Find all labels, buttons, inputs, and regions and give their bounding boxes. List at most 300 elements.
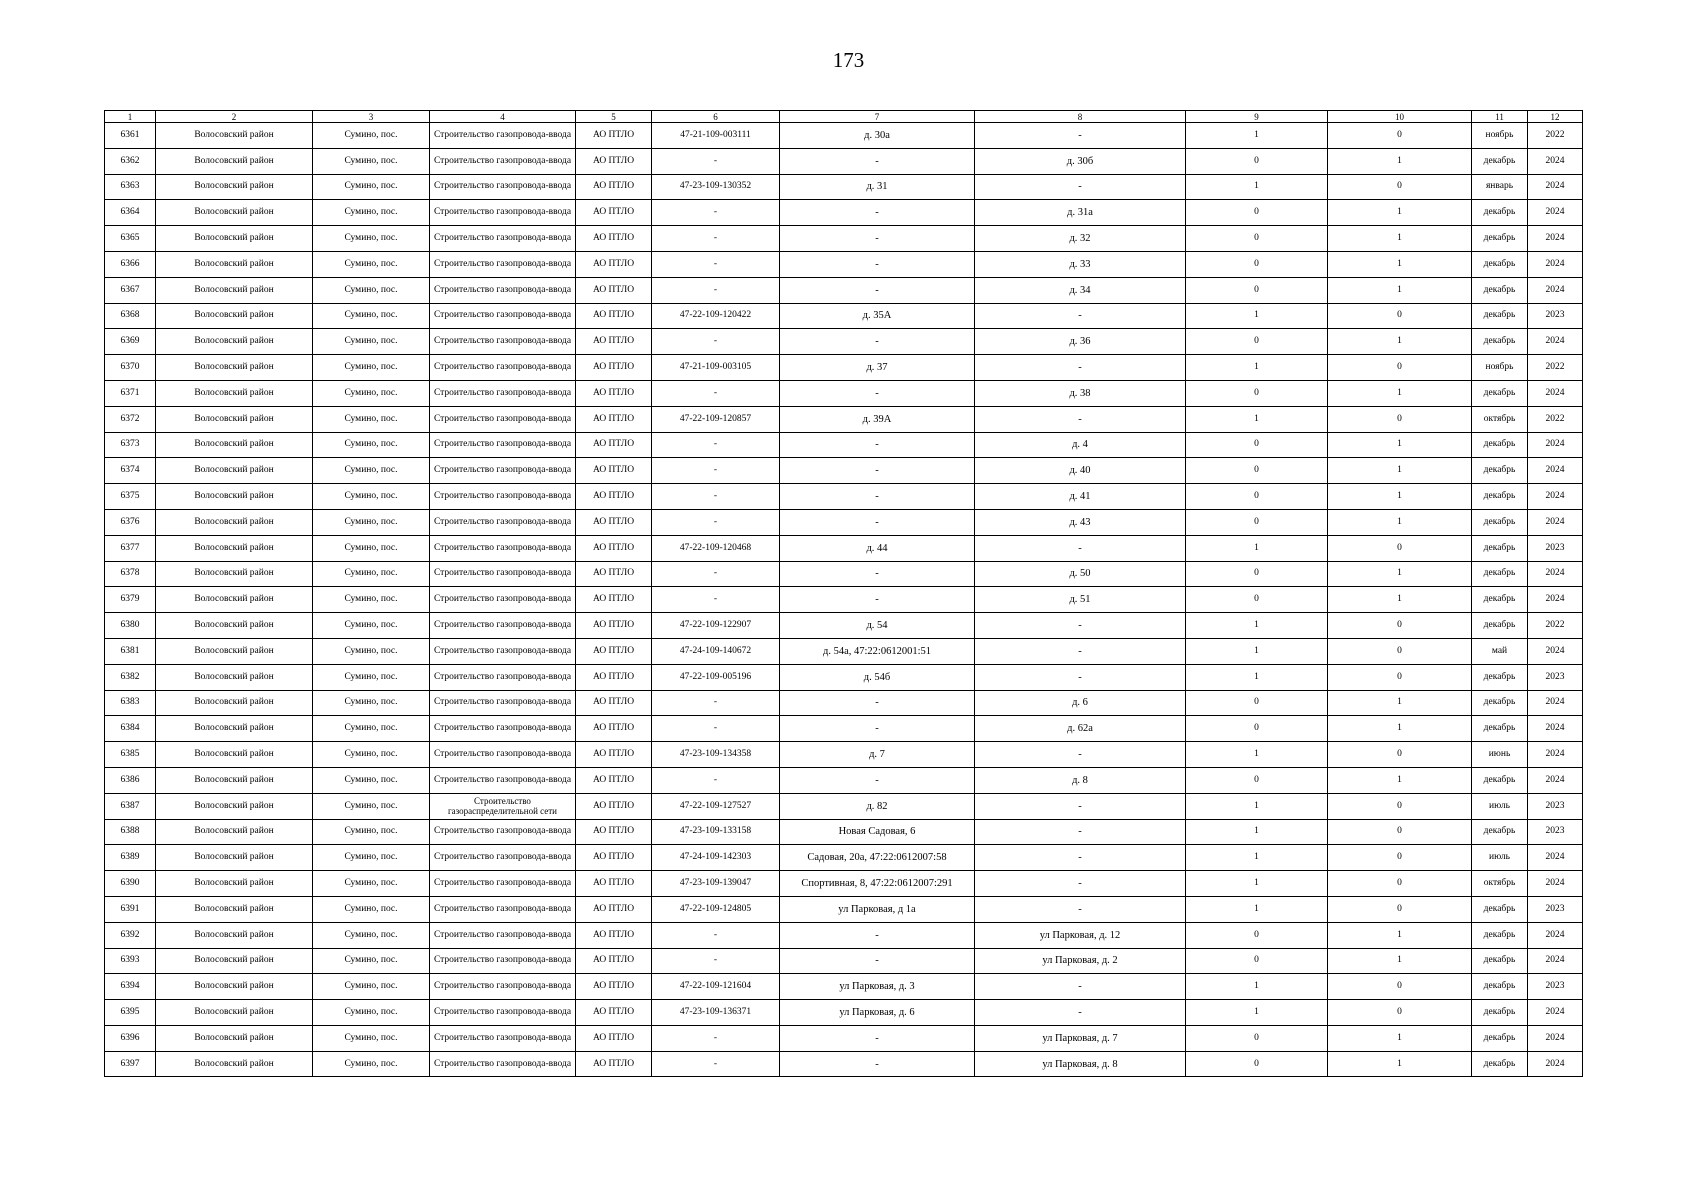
table-cell: Волосовский район <box>156 742 313 768</box>
table-cell: Строительство газопровода-ввода <box>430 458 576 484</box>
table-cell: АО ПТЛО <box>576 174 652 200</box>
table-cell: Сумино, пос. <box>313 819 430 845</box>
table-cell: 6379 <box>105 587 156 613</box>
table-row <box>105 613 1583 639</box>
table-cell: - <box>975 871 1186 897</box>
table-cell: - <box>652 251 780 277</box>
table-cell: - <box>652 690 780 716</box>
table-cell: АО ПТЛО <box>576 148 652 174</box>
column-header: 11 <box>1472 111 1528 123</box>
table-cell: 2024 <box>1528 148 1583 174</box>
table-row <box>105 896 1583 922</box>
table-cell: 47-22-109-005196 <box>652 664 780 690</box>
column-header: 1 <box>105 111 156 123</box>
table-cell: Сумино, пос. <box>313 406 430 432</box>
table-cell: 1 <box>1186 174 1328 200</box>
table-cell: 0 <box>1328 819 1472 845</box>
table-cell: 0 <box>1186 380 1328 406</box>
table-cell: 2023 <box>1528 793 1583 819</box>
table-cell: Волосовский район <box>156 716 313 742</box>
table-cell: 6368 <box>105 303 156 329</box>
table-cell: Сумино, пос. <box>313 1025 430 1051</box>
table-cell: Волосовский район <box>156 587 313 613</box>
table-cell: - <box>780 148 975 174</box>
table-cell: 2024 <box>1528 690 1583 716</box>
table-cell: - <box>975 819 1186 845</box>
table-cell: АО ПТЛО <box>576 948 652 974</box>
table-cell: Волосовский район <box>156 1051 313 1077</box>
table-cell: 0 <box>1328 793 1472 819</box>
table-cell: 6375 <box>105 484 156 510</box>
table-row <box>105 432 1583 458</box>
table-cell: АО ПТЛО <box>576 123 652 149</box>
table-cell: АО ПТЛО <box>576 742 652 768</box>
table-cell: Волосовский район <box>156 174 313 200</box>
table-cell: Волосовский район <box>156 793 313 819</box>
table-cell: январь <box>1472 174 1528 200</box>
table-cell: 1 <box>1328 458 1472 484</box>
table-cell: 2024 <box>1528 277 1583 303</box>
table-cell: 2024 <box>1528 638 1583 664</box>
table-cell: 6386 <box>105 767 156 793</box>
table-cell: Сумино, пос. <box>313 303 430 329</box>
table-cell: декабрь <box>1472 664 1528 690</box>
table-cell: Строительство газопровода-ввода <box>430 484 576 510</box>
table-cell: - <box>652 767 780 793</box>
table-cell: АО ПТЛО <box>576 251 652 277</box>
table-cell: 6376 <box>105 509 156 535</box>
table-cell: - <box>780 767 975 793</box>
table-cell: 6367 <box>105 277 156 303</box>
table-cell: АО ПТЛО <box>576 277 652 303</box>
table-cell: декабрь <box>1472 329 1528 355</box>
table-cell: Строительство газопровода-ввода <box>430 896 576 922</box>
table-cell: Строительство газопровода-ввода <box>430 123 576 149</box>
table-cell: д. 7 <box>780 742 975 768</box>
table-cell: АО ПТЛО <box>576 613 652 639</box>
table-cell: 6396 <box>105 1025 156 1051</box>
table-cell: АО ПТЛО <box>576 1025 652 1051</box>
table-cell: декабрь <box>1472 767 1528 793</box>
table-cell: Волосовский район <box>156 148 313 174</box>
table-cell: Волосовский район <box>156 845 313 871</box>
table-row <box>105 948 1583 974</box>
table-cell: 0 <box>1328 664 1472 690</box>
table-cell: АО ПТЛО <box>576 896 652 922</box>
table-cell: - <box>652 1051 780 1077</box>
table-cell: Строительство газопровода-ввода <box>430 535 576 561</box>
table-cell: - <box>780 561 975 587</box>
table-cell: 6373 <box>105 432 156 458</box>
table-row <box>105 123 1583 149</box>
table-cell: д. 43 <box>975 509 1186 535</box>
table-row <box>105 1025 1583 1051</box>
table-cell: 6384 <box>105 716 156 742</box>
table-cell: Строительство газопровода-ввода <box>430 380 576 406</box>
table-cell: 6374 <box>105 458 156 484</box>
table-cell: Строительство газопровода-ввода <box>430 613 576 639</box>
table-cell: Сумино, пос. <box>313 664 430 690</box>
table-cell: - <box>780 587 975 613</box>
table-cell: 1 <box>1186 613 1328 639</box>
column-header: 3 <box>313 111 430 123</box>
table-cell: 0 <box>1186 922 1328 948</box>
table-cell: 0 <box>1328 871 1472 897</box>
table-cell: Новая Садовая, 6 <box>780 819 975 845</box>
table-cell: декабрь <box>1472 458 1528 484</box>
table-cell: июль <box>1472 793 1528 819</box>
column-header: 9 <box>1186 111 1328 123</box>
table-cell: 2024 <box>1528 742 1583 768</box>
table-cell: Волосовский район <box>156 1025 313 1051</box>
table-cell: ул Парковая, д. 6 <box>780 1000 975 1026</box>
table-cell: декабрь <box>1472 690 1528 716</box>
table-cell: - <box>975 123 1186 149</box>
table-cell: Сумино, пос. <box>313 200 430 226</box>
table-cell: АО ПТЛО <box>576 561 652 587</box>
table-cell: д. 37 <box>780 355 975 381</box>
table-cell: Сумино, пос. <box>313 871 430 897</box>
table-cell: декабрь <box>1472 432 1528 458</box>
table-cell: АО ПТЛО <box>576 432 652 458</box>
table-cell: 47-22-109-120857 <box>652 406 780 432</box>
table-cell: 0 <box>1186 561 1328 587</box>
table-cell: 47-23-109-133158 <box>652 819 780 845</box>
table-cell: Волосовский район <box>156 922 313 948</box>
table-cell: 6389 <box>105 845 156 871</box>
table-cell: Волосовский район <box>156 664 313 690</box>
table-cell: Строительство газопровода-ввода <box>430 845 576 871</box>
table-cell: д. 54б <box>780 664 975 690</box>
table-cell: - <box>652 716 780 742</box>
table-cell: 2024 <box>1528 380 1583 406</box>
table-cell: Строительство газопровода-ввода <box>430 587 576 613</box>
table-cell: Волосовский район <box>156 226 313 252</box>
table-cell: Сумино, пос. <box>313 251 430 277</box>
table-cell: 0 <box>1328 638 1472 664</box>
table-cell: 6385 <box>105 742 156 768</box>
table-cell: 6381 <box>105 638 156 664</box>
table-cell: Строительство газопровода-ввода <box>430 1051 576 1077</box>
table-cell: декабрь <box>1472 226 1528 252</box>
table-cell: - <box>780 922 975 948</box>
table-cell: 1 <box>1328 148 1472 174</box>
table-cell: Волосовский район <box>156 277 313 303</box>
table-cell: 6394 <box>105 974 156 1000</box>
table-cell: - <box>780 458 975 484</box>
table-cell: - <box>780 716 975 742</box>
table-cell: АО ПТЛО <box>576 200 652 226</box>
table-cell: - <box>975 535 1186 561</box>
table-cell: 6370 <box>105 355 156 381</box>
table-cell: Строительство газопровода-ввода <box>430 561 576 587</box>
table-cell: 47-24-109-142303 <box>652 845 780 871</box>
table-cell: д. 44 <box>780 535 975 561</box>
table-cell: д. 51 <box>975 587 1186 613</box>
table-cell: Волосовский район <box>156 535 313 561</box>
table-cell: Сумино, пос. <box>313 380 430 406</box>
table-cell: 0 <box>1328 1000 1472 1026</box>
table-cell: - <box>975 1000 1186 1026</box>
table-cell: май <box>1472 638 1528 664</box>
table-cell: декабрь <box>1472 561 1528 587</box>
table-cell: - <box>780 948 975 974</box>
column-header: 2 <box>156 111 313 123</box>
table-cell: 1 <box>1328 767 1472 793</box>
table-cell: 1 <box>1186 819 1328 845</box>
table-cell: 0 <box>1186 432 1328 458</box>
table-cell: 2024 <box>1528 226 1583 252</box>
table-cell: октябрь <box>1472 406 1528 432</box>
table-cell: 2024 <box>1528 174 1583 200</box>
table-cell: Строительство газопровода-ввода <box>430 742 576 768</box>
table-cell: АО ПТЛО <box>576 226 652 252</box>
table-cell: 2024 <box>1528 948 1583 974</box>
table-cell: Сумино, пос. <box>313 355 430 381</box>
table-cell: Строительство газопровода-ввода <box>430 716 576 742</box>
table-cell: 2024 <box>1528 1025 1583 1051</box>
table-cell: АО ПТЛО <box>576 329 652 355</box>
table-cell: 0 <box>1186 1025 1328 1051</box>
table-cell: ул Парковая, д. 7 <box>975 1025 1186 1051</box>
table-cell: 1 <box>1328 380 1472 406</box>
table-cell: АО ПТЛО <box>576 871 652 897</box>
table-cell: 2024 <box>1528 458 1583 484</box>
table-cell: 1 <box>1186 896 1328 922</box>
table-cell: д. 30а <box>780 123 975 149</box>
table-cell: 2024 <box>1528 484 1583 510</box>
table-cell: 2023 <box>1528 819 1583 845</box>
registry-table <box>104 110 1583 1077</box>
table-cell: 0 <box>1186 226 1328 252</box>
table-cell: Волосовский район <box>156 458 313 484</box>
table-cell: 1 <box>1328 251 1472 277</box>
table-cell: ноябрь <box>1472 355 1528 381</box>
table-cell: Строительство газопровода-ввода <box>430 148 576 174</box>
table-cell: 47-23-109-136371 <box>652 1000 780 1026</box>
table-cell: 1 <box>1328 432 1472 458</box>
table-cell: 0 <box>1186 716 1328 742</box>
table-cell: д. 36 <box>975 329 1186 355</box>
table-cell: 6395 <box>105 1000 156 1026</box>
table-cell: АО ПТЛО <box>576 587 652 613</box>
table-cell: АО ПТЛО <box>576 406 652 432</box>
table-cell: - <box>975 303 1186 329</box>
table-cell: 0 <box>1328 355 1472 381</box>
header-row <box>105 111 1583 123</box>
table-cell: Сумино, пос. <box>313 716 430 742</box>
table-cell: декабрь <box>1472 303 1528 329</box>
table-cell: д. 62а <box>975 716 1186 742</box>
table-cell: 0 <box>1328 613 1472 639</box>
table-cell: 6393 <box>105 948 156 974</box>
table-cell: 6365 <box>105 226 156 252</box>
table-cell: Волосовский район <box>156 948 313 974</box>
table-cell: декабрь <box>1472 251 1528 277</box>
table-cell: Волосовский район <box>156 896 313 922</box>
table-cell: Волосовский район <box>156 638 313 664</box>
table-cell: 0 <box>1186 458 1328 484</box>
table-cell: - <box>780 277 975 303</box>
table-row <box>105 277 1583 303</box>
table-cell: Волосовский район <box>156 200 313 226</box>
table-cell: - <box>975 896 1186 922</box>
table-cell: - <box>652 148 780 174</box>
table-row <box>105 819 1583 845</box>
table-cell: декабрь <box>1472 1025 1528 1051</box>
table-cell: д. 8 <box>975 767 1186 793</box>
table-body <box>105 123 1583 1077</box>
table-row <box>105 638 1583 664</box>
table-cell: Сумино, пос. <box>313 896 430 922</box>
table-row <box>105 871 1583 897</box>
table-cell: АО ПТЛО <box>576 355 652 381</box>
table-cell: Волосовский район <box>156 767 313 793</box>
table-cell: д. 38 <box>975 380 1186 406</box>
table-cell: Сумино, пос. <box>313 174 430 200</box>
table-cell: Волосовский район <box>156 819 313 845</box>
table-cell: Сумино, пос. <box>313 1051 430 1077</box>
table-cell: декабрь <box>1472 922 1528 948</box>
table-cell: Сумино, пос. <box>313 561 430 587</box>
table-cell: Сумино, пос. <box>313 613 430 639</box>
table-cell: АО ПТЛО <box>576 664 652 690</box>
table-cell: Волосовский район <box>156 355 313 381</box>
table-cell: Волосовский район <box>156 974 313 1000</box>
table-cell: Волосовский район <box>156 123 313 149</box>
table-cell: Строительство газопровода-ввода <box>430 174 576 200</box>
table-cell: Сумино, пос. <box>313 458 430 484</box>
table-cell: 2022 <box>1528 613 1583 639</box>
table-cell: АО ПТЛО <box>576 535 652 561</box>
table-cell: 6387 <box>105 793 156 819</box>
table-row <box>105 793 1583 819</box>
table-cell: 1 <box>1328 1025 1472 1051</box>
table-cell: Садовая, 20а, 47:22:0612007:58 <box>780 845 975 871</box>
table-cell: - <box>975 638 1186 664</box>
table-cell: Строительство газопровода-ввода <box>430 406 576 432</box>
table-cell: - <box>975 174 1186 200</box>
table-cell: Сумино, пос. <box>313 484 430 510</box>
table-cell: д. 39А <box>780 406 975 432</box>
table-cell: Волосовский район <box>156 484 313 510</box>
table-cell: 1 <box>1328 226 1472 252</box>
table-cell: 0 <box>1328 974 1472 1000</box>
table-cell: Волосовский район <box>156 303 313 329</box>
table-cell: АО ПТЛО <box>576 1000 652 1026</box>
table-cell: декабрь <box>1472 484 1528 510</box>
table-cell: Строительство газопровода-ввода <box>430 303 576 329</box>
table-row <box>105 974 1583 1000</box>
table-cell: Сумино, пос. <box>313 793 430 819</box>
table-cell: Строительство газопровода-ввода <box>430 690 576 716</box>
page-number: 173 <box>832 48 865 72</box>
table-cell: АО ПТЛО <box>576 303 652 329</box>
table-cell: 6371 <box>105 380 156 406</box>
table-cell: 0 <box>1328 123 1472 149</box>
table-cell: 0 <box>1186 1051 1328 1077</box>
table-cell: - <box>652 561 780 587</box>
table-cell: АО ПТЛО <box>576 1051 652 1077</box>
table-cell: д. 31 <box>780 174 975 200</box>
table-row <box>105 148 1583 174</box>
table-cell: 6380 <box>105 613 156 639</box>
table-cell: 0 <box>1186 200 1328 226</box>
table-cell: 6377 <box>105 535 156 561</box>
table-cell: 6363 <box>105 174 156 200</box>
table-cell: 47-22-109-120422 <box>652 303 780 329</box>
table-cell: 0 <box>1186 587 1328 613</box>
table-cell: декабрь <box>1472 1000 1528 1026</box>
table-cell: - <box>652 432 780 458</box>
table-cell: - <box>780 1025 975 1051</box>
table-cell: АО ПТЛО <box>576 974 652 1000</box>
table-cell: декабрь <box>1472 974 1528 1000</box>
table-cell: Волосовский район <box>156 251 313 277</box>
table-cell: 1 <box>1328 690 1472 716</box>
table-cell: 2024 <box>1528 922 1583 948</box>
column-header: 5 <box>576 111 652 123</box>
table-cell: 47-24-109-140672 <box>652 638 780 664</box>
table-cell: - <box>652 329 780 355</box>
table-cell: 47-22-109-124805 <box>652 896 780 922</box>
table-cell: АО ПТЛО <box>576 767 652 793</box>
table-cell: 1 <box>1186 793 1328 819</box>
table-cell: Сумино, пос. <box>313 845 430 871</box>
table-cell: декабрь <box>1472 896 1528 922</box>
table-cell: 2024 <box>1528 432 1583 458</box>
table-cell: Строительство газопровода-ввода <box>430 226 576 252</box>
table-cell: 0 <box>1186 277 1328 303</box>
table-cell: Строительство газопровода-ввода <box>430 1000 576 1026</box>
column-header: 12 <box>1528 111 1583 123</box>
table-row <box>105 716 1583 742</box>
table-cell: - <box>780 1051 975 1077</box>
table-cell: 1 <box>1328 484 1472 510</box>
table-cell: Волосовский район <box>156 871 313 897</box>
table-cell: 0 <box>1328 174 1472 200</box>
table-cell: 0 <box>1186 484 1328 510</box>
table-cell: декабрь <box>1472 613 1528 639</box>
table-cell: Сумино, пос. <box>313 535 430 561</box>
table-row <box>105 174 1583 200</box>
table-cell: д. 35А <box>780 303 975 329</box>
table-cell: 47-23-109-130352 <box>652 174 780 200</box>
table-cell: д. 40 <box>975 458 1186 484</box>
table-cell: 6383 <box>105 690 156 716</box>
table-cell: Волосовский район <box>156 509 313 535</box>
table-cell: 1 <box>1186 742 1328 768</box>
column-header: 10 <box>1328 111 1472 123</box>
table-cell: - <box>652 484 780 510</box>
table-cell: Волосовский район <box>156 380 313 406</box>
table-cell: 2024 <box>1528 587 1583 613</box>
table-cell: октябрь <box>1472 871 1528 897</box>
table-cell: д. 82 <box>780 793 975 819</box>
table-row <box>105 458 1583 484</box>
table-cell: - <box>975 613 1186 639</box>
table-cell: 6361 <box>105 123 156 149</box>
table-cell: 2024 <box>1528 767 1583 793</box>
table-cell: 0 <box>1186 251 1328 277</box>
table-cell: Сумино, пос. <box>313 226 430 252</box>
table-cell: Волосовский район <box>156 690 313 716</box>
table-cell: ул Парковая, д. 3 <box>780 974 975 1000</box>
table-row <box>105 406 1583 432</box>
table-cell: - <box>652 200 780 226</box>
table-cell: д. 50 <box>975 561 1186 587</box>
table-cell: Волосовский район <box>156 613 313 639</box>
